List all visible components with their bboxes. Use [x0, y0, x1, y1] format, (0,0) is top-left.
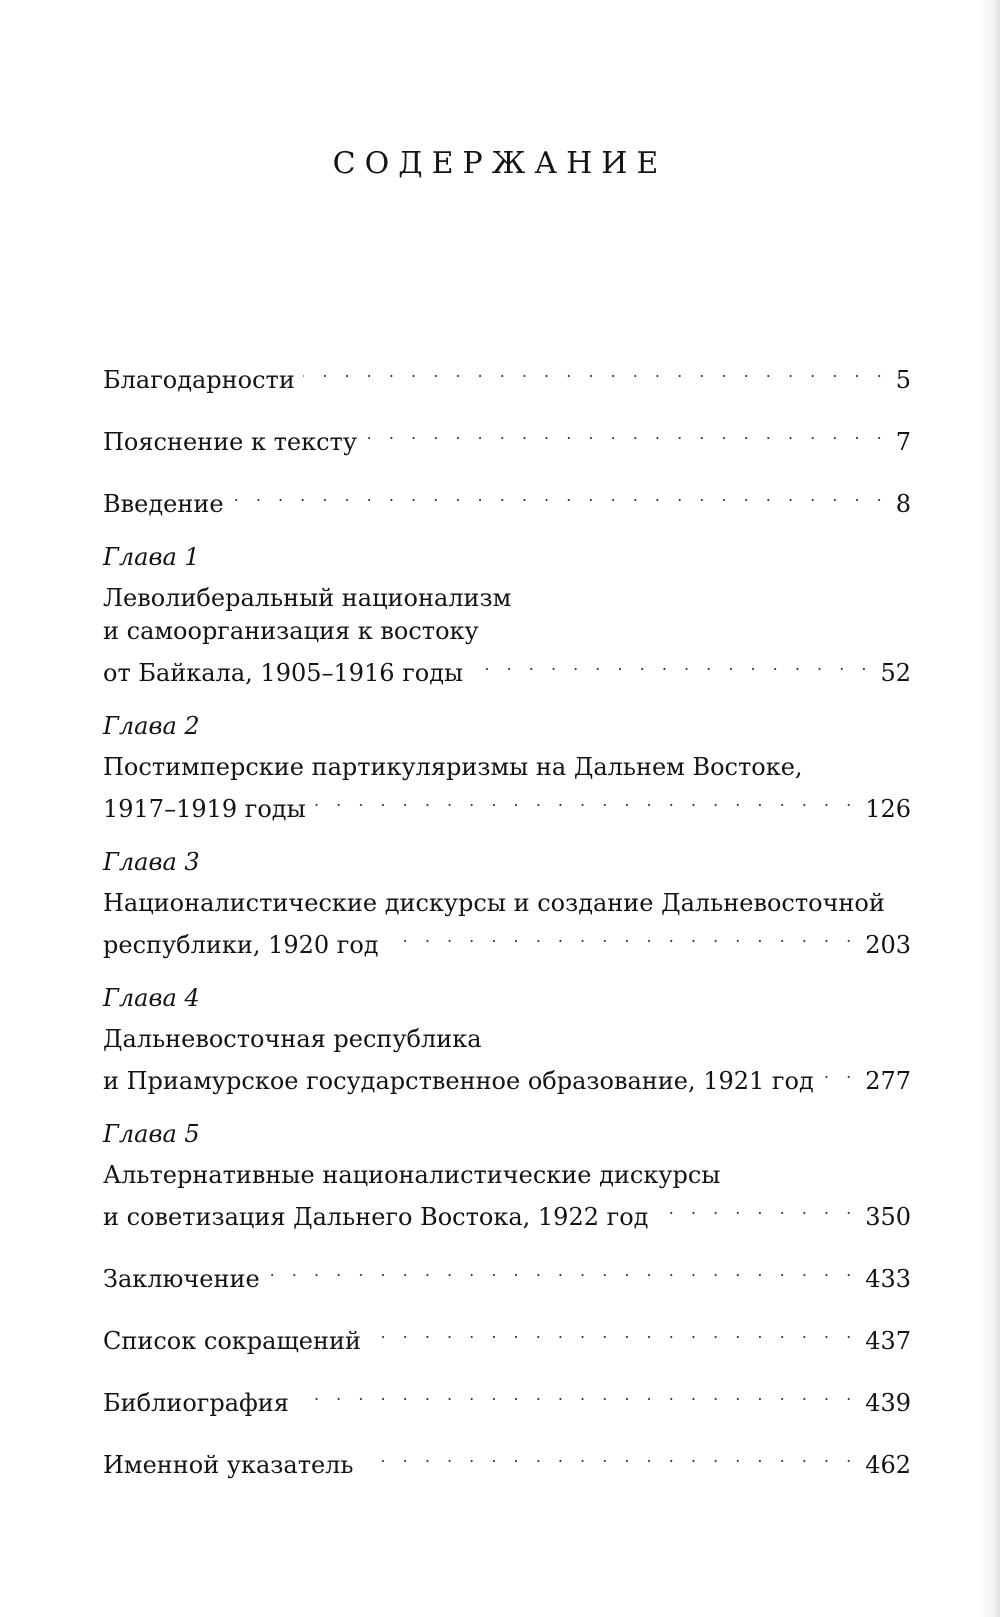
chapter-title [103, 751, 911, 826]
dot-leader [471, 648, 872, 681]
toc-entry-title: Библиография [103, 1389, 289, 1417]
chapter-title [103, 1023, 911, 1098]
dot-leader [387, 920, 858, 953]
toc-page-number: 437 [865, 1327, 911, 1355]
chapter-label: Глава 2 [103, 712, 200, 740]
dot-leader [232, 479, 888, 512]
page-edge-shadow [978, 0, 1000, 1617]
dot-leader [369, 1316, 857, 1349]
toc-entry-abbreviations[interactable] [103, 1316, 911, 1358]
chapter-title [103, 1159, 911, 1234]
toc-entry-title: Благодарности [103, 366, 295, 394]
toc-chapter-5[interactable] [103, 1118, 911, 1234]
toc-page-number: 52 [880, 659, 911, 687]
toc-entry-title: Именной указатель [103, 1451, 354, 1479]
toc-page-number: 5 [895, 366, 911, 394]
chapter-title [103, 887, 911, 962]
dot-leader [656, 1192, 857, 1225]
toc-entry-name-index[interactable] [103, 1440, 911, 1482]
chapter-title-line: Альтернативные националистические дискурсы [103, 1161, 721, 1189]
chapter-title-line: и советизация Дальнего Востока, 1922 год [103, 1203, 649, 1231]
chapter-label: Глава 1 [103, 543, 200, 571]
dot-leader [365, 417, 888, 450]
chapter-title [103, 582, 911, 690]
toc-page-number: 203 [865, 931, 911, 959]
dot-leader [297, 1378, 857, 1411]
toc-chapter-3[interactable] [103, 846, 911, 962]
toc-page-number: 433 [865, 1265, 911, 1293]
chapter-title-line: Дальневосточная республика [103, 1025, 482, 1053]
page-title: СОДЕРЖАНИЕ [332, 146, 668, 181]
dot-leader [822, 1056, 857, 1089]
toc-page-number: 439 [865, 1389, 911, 1417]
toc-entry-introduction[interactable] [103, 479, 911, 521]
toc-entry-text-note[interactable] [103, 417, 911, 459]
table-of-contents [103, 355, 911, 1502]
chapter-title-line: и самоорганизация к востоку [103, 617, 479, 645]
toc-entry-acknowledgements[interactable] [103, 355, 911, 397]
toc-page-number: 462 [865, 1451, 911, 1479]
chapter-title-line: республики, 1920 год [103, 931, 379, 959]
toc-entry-conclusion[interactable] [103, 1254, 911, 1296]
chapter-label: Глава 4 [103, 984, 200, 1012]
chapter-title-line: Леволиберальный национализм [103, 584, 512, 612]
toc-page-number: 277 [865, 1067, 911, 1095]
chapter-title-line: 1917–1919 годы [103, 795, 306, 823]
toc-entry-title: Заключение [103, 1265, 260, 1293]
toc-page-number: 350 [865, 1203, 911, 1231]
chapter-title-line: Националистические дискурсы и создание Дальневосточной [103, 889, 885, 917]
chapter-title-line: Постимперские партикуляризмы на Дальнем Востоке, [103, 753, 803, 781]
toc-entry-bibliography[interactable] [103, 1378, 911, 1420]
toc-entry-title: Список сокращений [103, 1327, 361, 1355]
toc-chapter-4[interactable] [103, 982, 911, 1098]
toc-chapter-2[interactable] [103, 710, 911, 826]
toc-page-number: 126 [865, 795, 911, 823]
dot-leader [362, 1440, 858, 1473]
chapter-label: Глава 3 [103, 848, 200, 876]
toc-chapter-1[interactable] [103, 541, 911, 690]
toc-page-number: 8 [895, 490, 911, 518]
chapter-label: Глава 5 [103, 1120, 200, 1148]
chapter-title-line: и Приамурское государственное образование, 1921 год [103, 1067, 814, 1095]
toc-entry-title: Введение [103, 490, 224, 518]
dot-leader [303, 355, 888, 388]
dot-leader [314, 784, 858, 817]
toc-page-number: 7 [895, 428, 911, 456]
dot-leader [268, 1254, 858, 1287]
chapter-title-line: от Байкала, 1905–1916 годы [103, 659, 464, 687]
toc-entry-title: Пояснение к тексту [103, 428, 357, 456]
